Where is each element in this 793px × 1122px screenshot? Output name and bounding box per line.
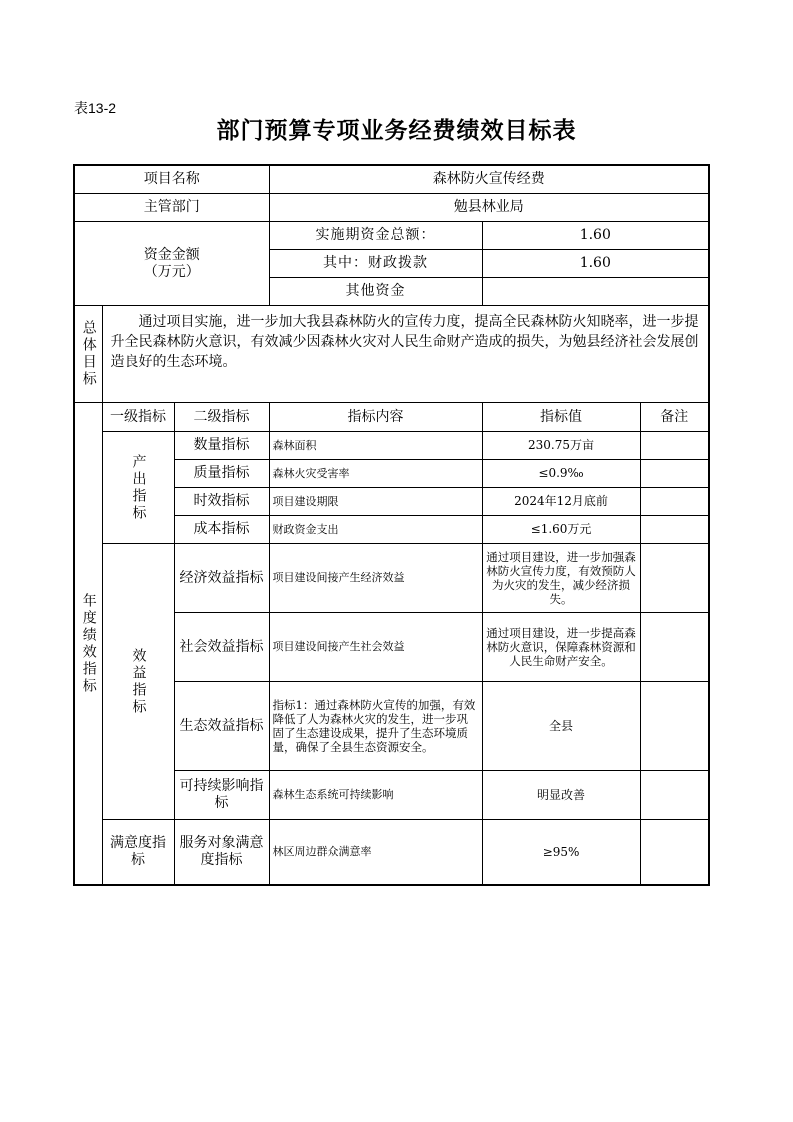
benefit-indicator-label: 效益指标 [102,544,174,820]
note-cell [640,613,709,682]
department-row [74,194,709,222]
indicator-header-row [74,403,709,432]
table-row [74,544,709,613]
note-cell [640,460,709,488]
table-row [74,820,709,886]
page-title: 部门预算专项业务经费绩效目标表 [216,118,577,144]
funds-total-value: 1.60 [482,222,709,250]
header-level1: 一级指标 [102,403,174,432]
table-code: 表13-2 [74,100,117,116]
level2-cell: 服务对象满意度指标 [174,820,269,886]
content-cell: 森林面积 [269,432,482,460]
header-level2: 二级指标 [174,403,269,432]
project-name-value: 森林防火宣传经费 [269,165,709,194]
level2-cell: 社会效益指标 [174,613,269,682]
department-label: 主管部门 [74,194,269,222]
content-cell: 森林火灾受害率 [269,460,482,488]
funds-total-row [74,222,709,250]
funds-total-label: 实施期资金总额： [269,222,482,250]
funds-fiscal-label: 其中：财政拨款 [269,250,482,278]
funds-other-label: 其他资金 [269,278,482,306]
note-cell [640,488,709,516]
department-value: 勉县林业局 [269,194,709,222]
funds-other-value [482,278,709,306]
funds-label-line1: 资金金额 [143,246,200,263]
funds-label [74,222,269,306]
annual-indicators-label: 年度绩效指标 [74,403,102,886]
level2-cell: 成本指标 [174,516,269,544]
satisfaction-indicator-label: 满意度指标 [102,820,174,886]
table-row [74,432,709,460]
funds-label-line2: （万元） [143,263,200,280]
project-name-label: 项目名称 [74,165,269,194]
level2-cell: 数量指标 [174,432,269,460]
overall-goal-label: 总体目标 [74,306,102,403]
level2-cell: 可持续影响指标 [174,771,269,820]
note-cell [640,432,709,460]
overall-goal-text: 通过项目实施，进一步加大我县森林防火的宣传力度，提高全民森林防火知晓率，进一步提升全民森林防火意识，有效减少因森林火灾对人民生命财产造成的损失，为勉县经济社会发展创造良好的生态环境。 [102,306,709,403]
value-cell: 明显改善 [482,771,640,820]
content-cell: 指标1：通过森林防火宣传的加强，有效降低了人为森林火灾的发生，进一步巩固了生态建设成果，提升了生态环境质量，确保了全县生态资源安全。 [269,682,482,771]
project-name-row [74,165,709,194]
value-cell: ≥95% [482,820,640,886]
content-cell: 项目建设间接产生社会效益 [269,613,482,682]
level2-cell: 质量指标 [174,460,269,488]
value-cell: 230.75万亩 [482,432,640,460]
note-cell [640,771,709,820]
value-cell: ≤1.60万元 [482,516,640,544]
note-cell [640,820,709,886]
value-cell: 全县 [482,682,640,771]
content-cell: 财政资金支出 [269,516,482,544]
value-cell: 通过项目建设，进一步加强森林防火宣传力度，有效预防人为火灾的发生，减少经济损失。 [482,544,640,613]
header-value: 指标值 [482,403,640,432]
funds-fiscal-value: 1.60 [482,250,709,278]
header-content: 指标内容 [269,403,482,432]
content-cell: 项目建设间接产生经济效益 [269,544,482,613]
content-cell: 森林生态系统可持续影响 [269,771,482,820]
value-cell: ≤0.9‰ [482,460,640,488]
note-cell [640,544,709,613]
level2-cell: 经济效益指标 [174,544,269,613]
note-cell [640,682,709,771]
note-cell [640,516,709,544]
level2-cell: 生态效益指标 [174,682,269,771]
header-note: 备注 [640,403,709,432]
value-cell: 2024年12月底前 [482,488,640,516]
performance-target-table [73,164,710,886]
value-cell: 通过项目建设，进一步提高森林防火意识，保障森林资源和人民生命财产安全。 [482,613,640,682]
content-cell: 林区周边群众满意率 [269,820,482,886]
level2-cell: 时效指标 [174,488,269,516]
content-cell: 项目建设期限 [269,488,482,516]
output-indicator-label: 产出指标 [102,432,174,544]
overall-goal-row [74,306,709,403]
